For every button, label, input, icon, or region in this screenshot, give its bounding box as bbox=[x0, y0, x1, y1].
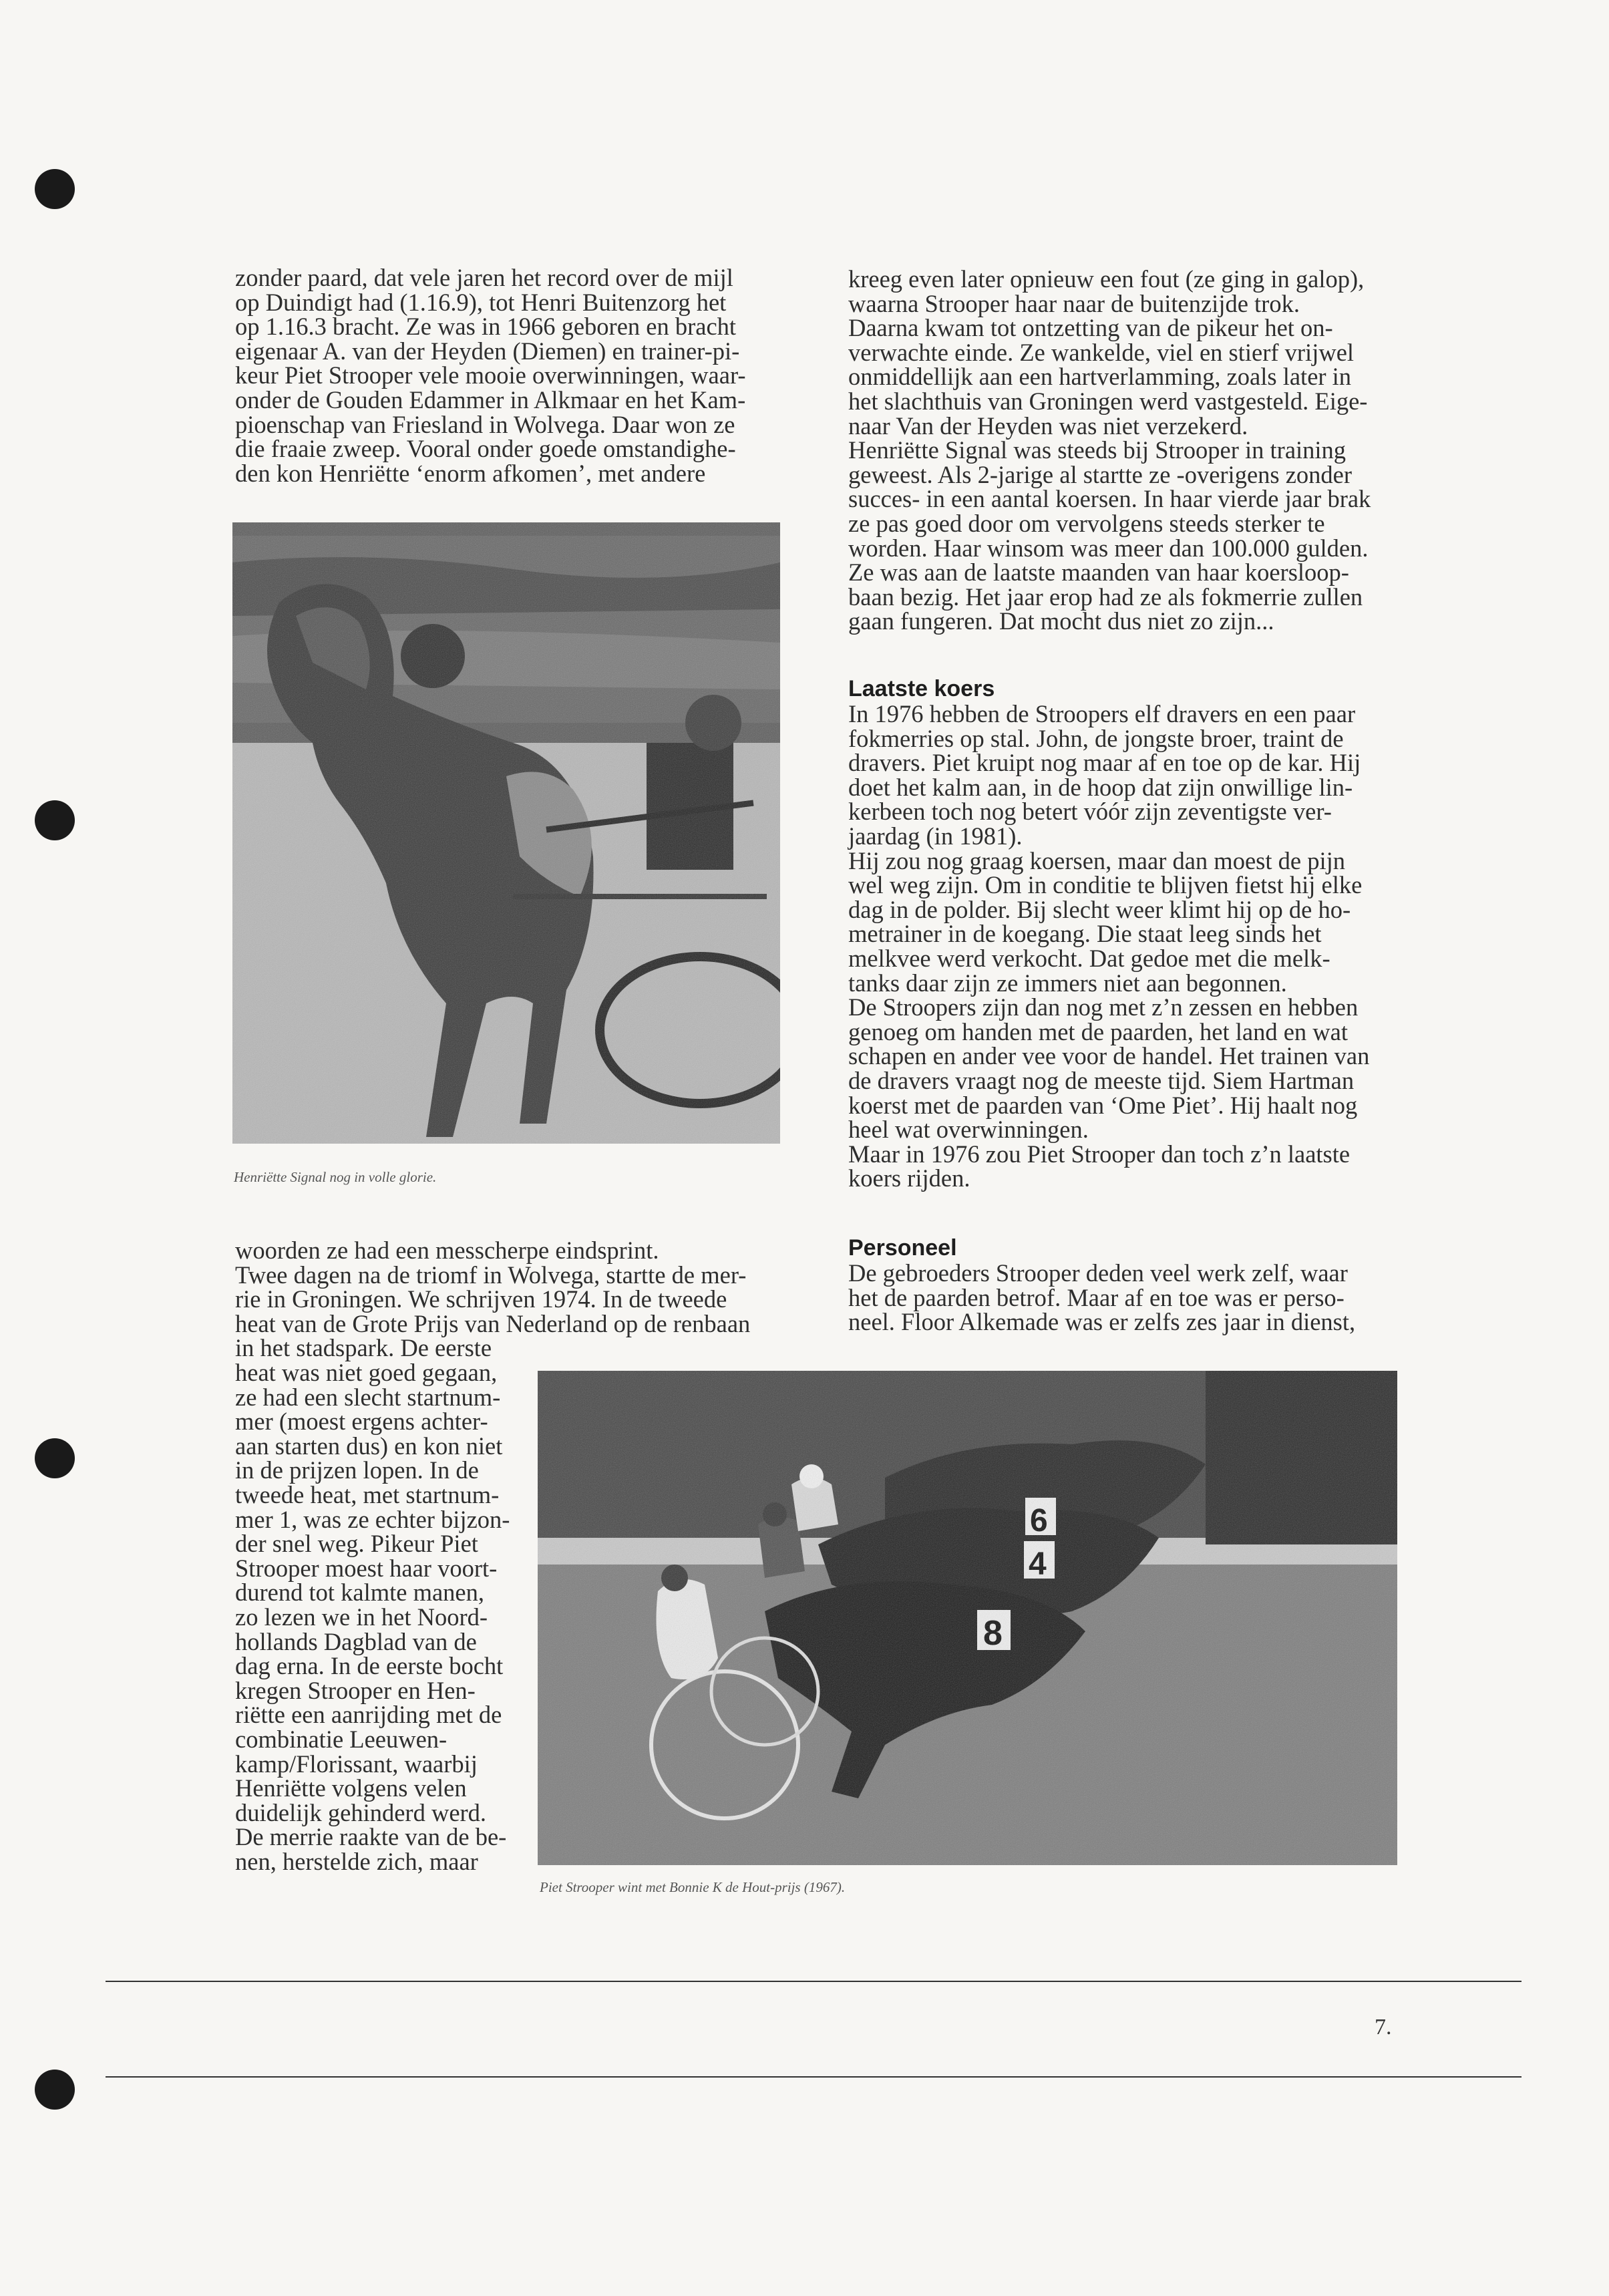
punch-hole-2 bbox=[35, 800, 75, 840]
punch-hole-3 bbox=[35, 1438, 75, 1478]
photo-race-finish bbox=[538, 1371, 1397, 1865]
heading-laatste-koers: Laatste koers bbox=[848, 676, 995, 701]
photo-horse-henriette-signal bbox=[232, 522, 780, 1144]
heading-personeel: Personeel bbox=[848, 1235, 957, 1261]
photo1-caption: Henriëtte Signal nog in volle glorie. bbox=[234, 1169, 437, 1185]
left-column-top-text: zonder paard, dat vele jaren het record over de mijl op Duindigt had (1.16.9), tot Henri Buitenzorg het op 1.16.3 bracht. Ze was in 1966 geboren en bracht eigenaar A. van der Heyden (Diemen) en trainer-pi- keur Piet Strooper vele mooie overwinningen, waar- onder de Gouden Edammer in Alkmaar en het Kam- pioenschap van Friesland in Wolvega. Daar won ze die fraaie zweep. Vooral onder goede omstandighe- den kon Henriëtte ‘enorm afkomen’, met andere bbox=[235, 264, 746, 487]
punch-hole-1 bbox=[35, 169, 75, 209]
right-column-top-text: kreeg even later opnieuw een fout (ze ging in galop), waarna Strooper haar naar de buitenzijde trok. Daarna kwam tot ontzetting van de pikeur het on- verwachte einde. Ze wankelde, viel en stierf vrijwel onmiddellijk aan een hartverlamming, zoals later in het slachthuis van Groningen werd vastgesteld. Eige- naar Van der Heyden was niet verzekerd. Henriëtte Signal was steeds bij Strooper in training geweest. Als 2-jarige al startte ze -overigens zonder succes- in een aantal koersen. In haar vierde jaar brak ze pas goed door om vervolgens steeds sterker te worden. Haar winsom was meer dan 100.000 gulden. Ze was aan de laatste maanden van haar koersloop- baan bezig. Het jaar erop had ze als fokmerrie zullen gaan fungeren. Dat mocht dus niet zo zijn... bbox=[848, 265, 1371, 635]
right-column-middle-text: In 1976 hebben de Stroopers elf dravers en een paar fokmerries op stal. John, de jongste broer, traint de dravers. Piet kruipt nog maar af en toe op de kar. Hij doet het kalm aan, in de hoop dat zijn onwillige lin- kerbeen toch nog betert vóór zijn zeventigste ver- jaardag (in 1981). Hij zou nog graag koersen, maar dan moest de pijn wel weg zijn. Om in conditie te blijven fietst hij elke dag in de polder. Bij slecht weer klimt hij op de ho- metrainer in de koegang. Die staat leeg sinds het melkvee werd verkocht. Dat gedoe met die melk- tanks daar zijn ze immers niet aan begonnen. De Stroopers zijn dan nog met z’n zessen en hebben genoeg om handen met de paarden, het land en wat schapen en ander vee voor de handel. Het trainen van de dravers vraagt nog de meeste tijd. Siem Hartman koerst met de paarden van ‘Ome Piet’. Hij haalt nog heel wat overwinningen. Maar in 1976 zou Piet Strooper dan toch z’n laatste koers rijden. bbox=[848, 700, 1370, 1192]
footer-rule-top bbox=[106, 1981, 1522, 1982]
photo2-caption: Piet Strooper wint met Bonnie K de Hout-prijs (1967). bbox=[540, 1879, 846, 1895]
left-column-narrow-text: heat was niet goed gegaan, ze had een slecht startnum- mer (moest ergens achter- aan starten dus) en kon niet in de prijzen lopen. In de tweede heat, met startnum- mer 1, was ze echter bijzon- der snel weg. Pikeur Piet Strooper moest haar voort- durend tot kalmte manen, zo lezen we in het Noord- hollands Dagblad van de dag erna. In de eerste bocht kregen Strooper en Hen- riëtte een aanrijding met de combinatie Leeuwen- kamp/Florissant, waarbij Henriëtte volgens velen duidelijk gehinderd werd. De merrie raakte van de be- nen, herstelde zich, maar bbox=[235, 1359, 510, 1875]
right-column-bottom-text: De gebroeders Strooper deden veel werk zelf, waar het de paarden betrof. Maar af en toe was er perso- neel. Floor Alkemade was er zelfs zes jaar in dienst, bbox=[848, 1259, 1356, 1336]
page-number: 7. bbox=[1375, 2015, 1392, 2039]
footer-rule-bottom bbox=[106, 2076, 1522, 2078]
left-column-middle-text: woorden ze had een messcherpe eindsprint. Twee dagen na de triomf in Wolvega, startte de mer- rie in Groningen. We schrijven 1974. In de tweede heat van de Grote Prijs van Nederland op de renbaan in het stadspark. De eerste bbox=[235, 1237, 751, 1362]
punch-hole-4 bbox=[35, 2070, 75, 2110]
